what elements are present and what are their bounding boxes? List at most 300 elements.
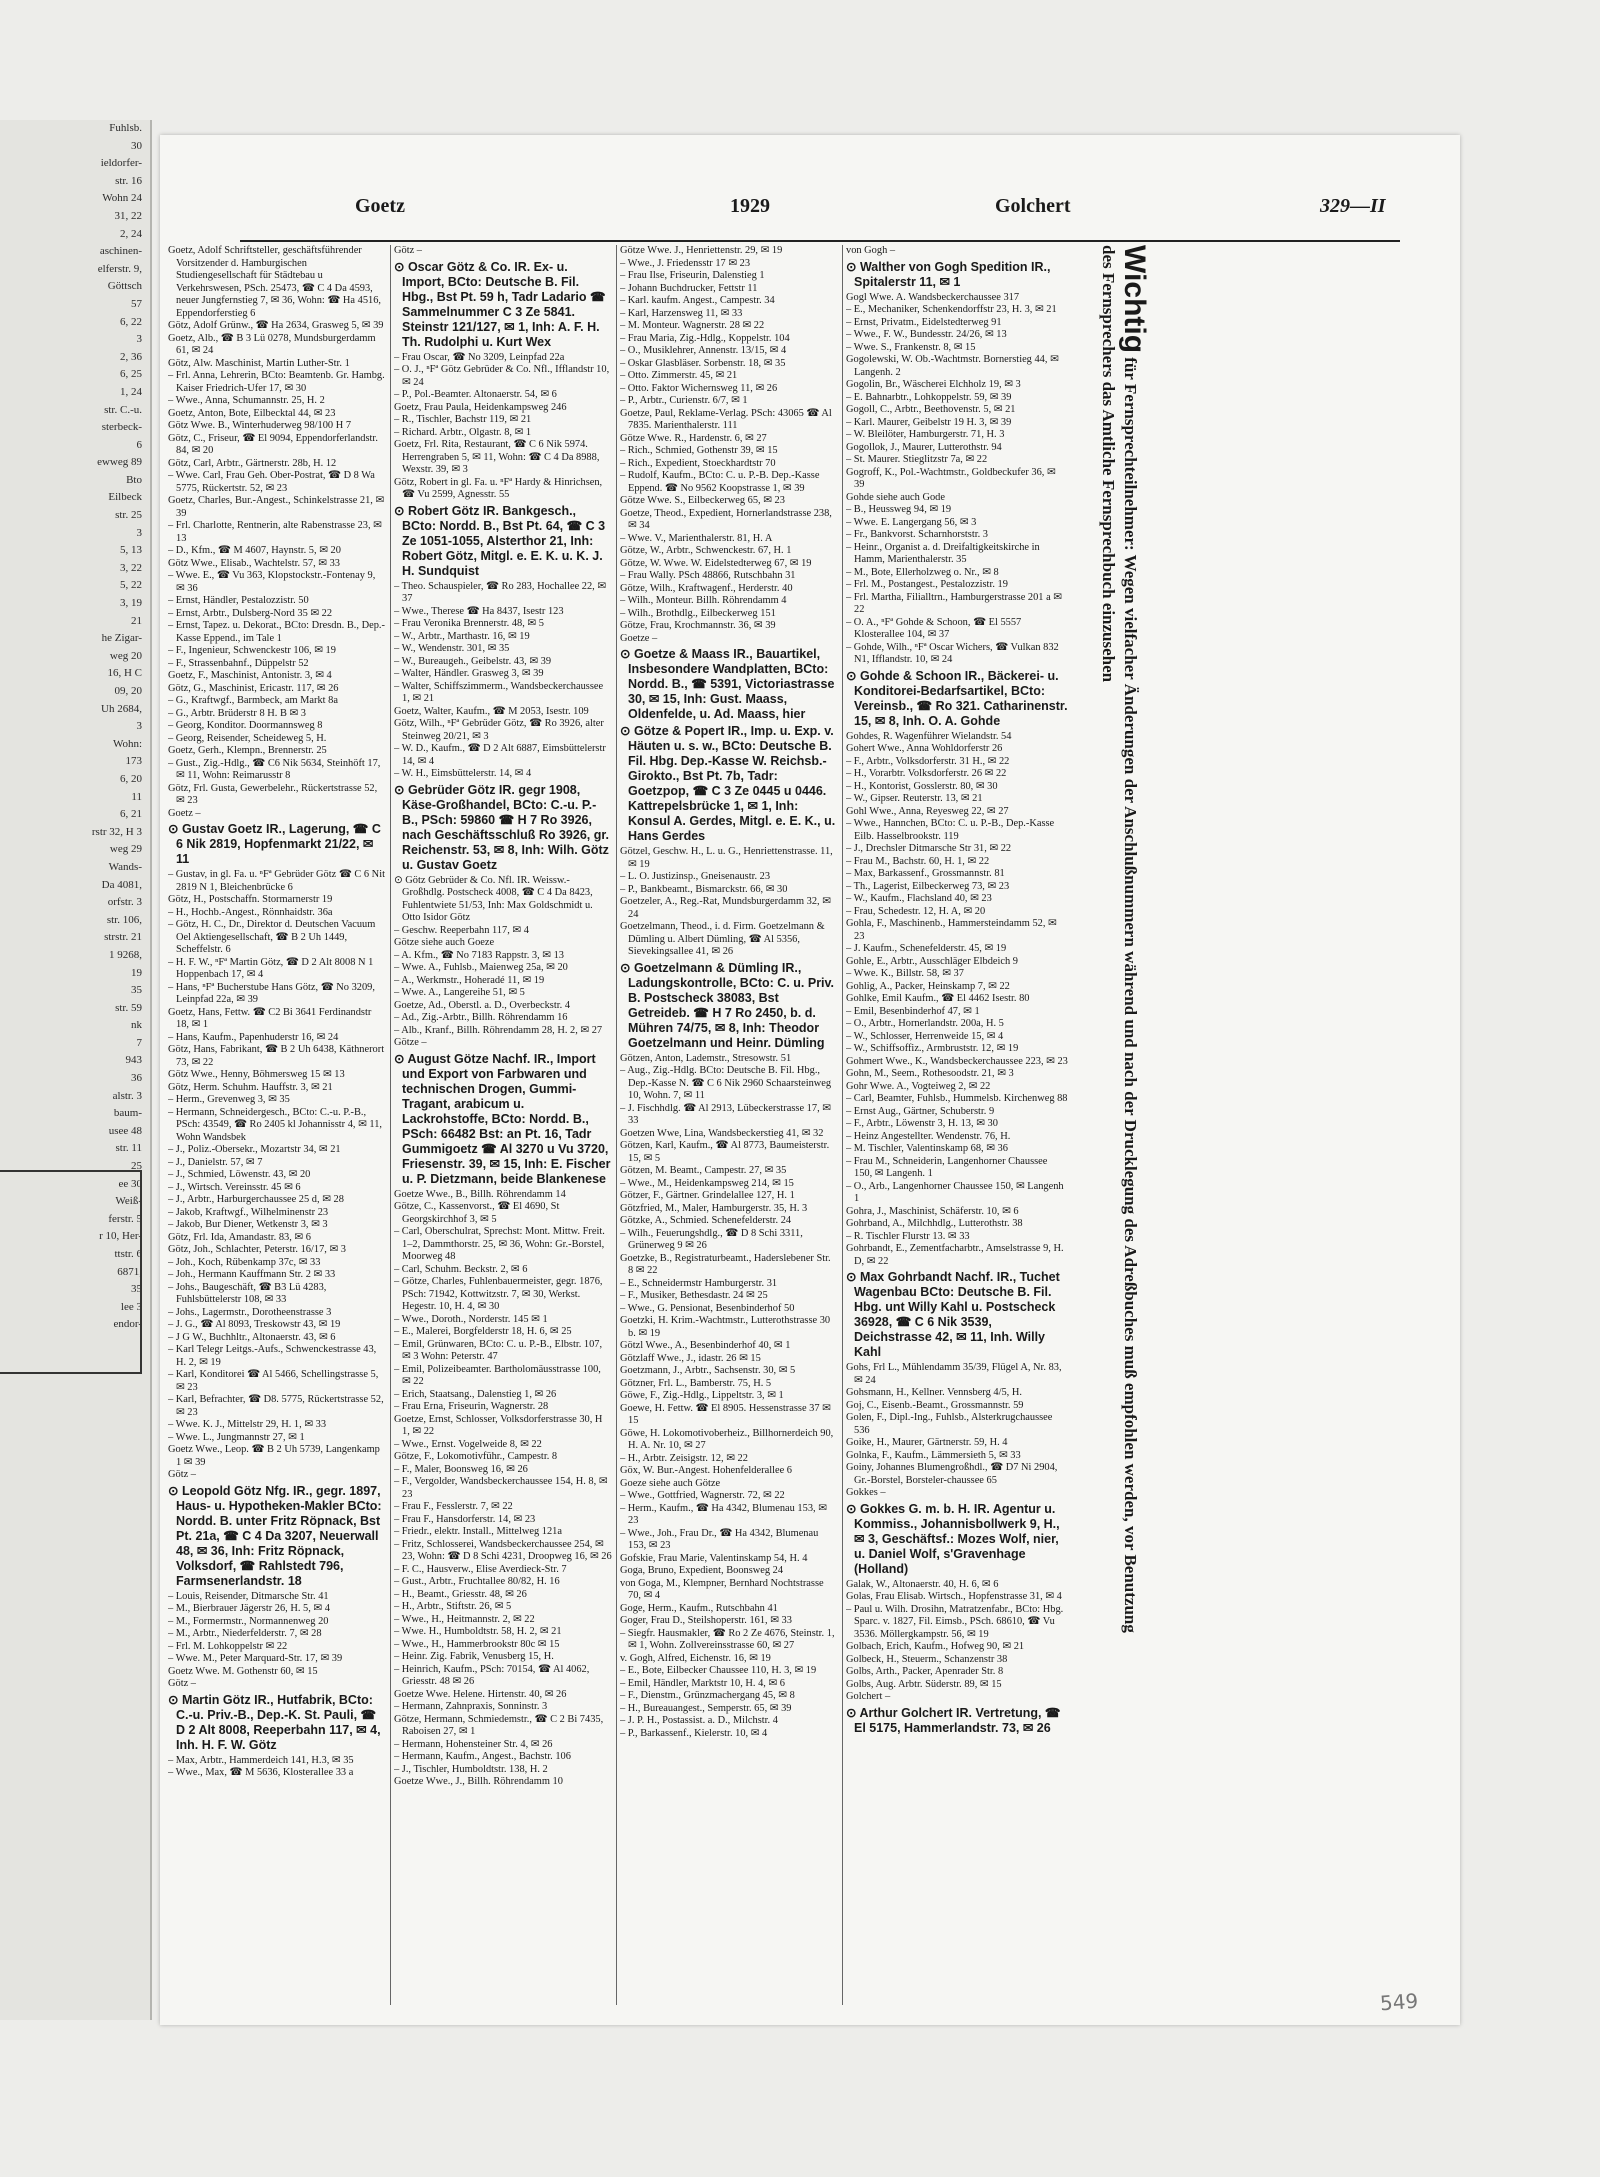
adjacent-page-text: weg 20 <box>109 649 142 662</box>
directory-entry: – Gust., Arbtr., Fruchtallee 80/82, H. 16 <box>394 1576 560 1587</box>
directory-entry: Golbach, Erich, Kaufm., Hofweg 90, ✉ 21 <box>846 1641 1025 1652</box>
directory-entry: Goike, H., Maurer, Gärtnerstr. 59, H. 4 <box>846 1437 1008 1448</box>
directory-entry: – Wwe. V., Marienthalerstr. 81, H. A <box>620 532 773 544</box>
directory-entry: Gohmert Wwe., K., Wandsbeckerchaussee 223, ✉ 23 <box>846 1055 1068 1067</box>
adjacent-page-text: nk <box>131 1019 142 1032</box>
directory-entry: – Wwe., F. W., Bundesstr. 24/26, ✉ 13 <box>846 329 1007 340</box>
directory-entry: Gohrband, A., Milchhdlg., Lutterothstr. 38 <box>846 1218 1023 1229</box>
directory-entry: Goetz, Walter, Kaufm., ☎ M 2053, Isestr. 109 <box>394 705 589 717</box>
directory-entry: – Ernst, Arbtr., Dulsberg-Nord 35 ✉ 22 <box>168 607 333 619</box>
directory-entry: Götz, Wilh., ⁿFª Gebrüder Götz, ☎ Ro 3926, alter Steinweg 20/21, ✉ 3 <box>394 718 604 742</box>
adjacent-page-text: 5, 13 <box>120 544 142 557</box>
directory-entry: Goetze Wwe. Helene. Hirtenstr. 40, ✉ 26 <box>394 1688 567 1700</box>
adjacent-page-text: Weiß- <box>115 1195 142 1208</box>
directory-entry: Golnka, F., Kaufm., Lämmersieth 5, ✉ 33 <box>846 1449 1021 1461</box>
directory-entry: – Hans, ⁿFª Bucherstube Hans Götz, ☎ No 3209, Leinpfad 22a, ✉ 39 <box>168 981 375 1005</box>
adjacent-page-text: lee 3 <box>120 1300 142 1313</box>
directory-entry: von Goga, M., Klempner, Bernhard Nochtstrasse 70, ✉ 4 <box>620 1577 824 1601</box>
directory-entry: – A., Werkmstr., Hoheradé 11, ✉ 19 <box>394 974 545 986</box>
directory-entry: Götz – <box>168 1678 196 1689</box>
adjacent-page-text: 3 <box>136 526 142 539</box>
directory-entry: – Hans, Kaufm., Papenhuderstr 16, ✉ 24 <box>168 1031 339 1043</box>
directory-entry: – J., Wirtsch. Vereinsstr. 45 ✉ 6 <box>168 1181 301 1193</box>
directory-entry: – J., Tischler, Humboldtstr. 138, H. 2 <box>394 1763 548 1775</box>
directory-entry: – J., Danielstr. 57, ✉ 7 <box>168 1156 263 1168</box>
directory-entry: – Wwe., Max, ☎ M 5636, Klosterallee 33 a <box>168 1767 354 1778</box>
adjacent-page-text: orfstr. 3 <box>107 896 142 909</box>
directory-entry: – Frl. Martha, Filialltrn., Hamburgerstrasse 201 a ✉ 22 <box>846 591 1063 615</box>
directory-entry: Götz, Joh., Schlachter, Peterstr. 16/17, ✉ 3 <box>168 1244 346 1255</box>
directory-entry: – Wwe., G. Pensionat, Besenbinderhof 50 <box>620 1302 795 1314</box>
directory-entry: – Wwe. A., Fuhlsb., Maienweg 25a, ✉ 20 <box>394 962 568 973</box>
directory-entry: – Wwe., Joh., Frau Dr., ☎ Ha 4342, Blumenau 153, ✉ 23 <box>620 1527 819 1551</box>
directory-entry: – Karl. kaufm. Angest., Campestr. 34 <box>620 295 775 306</box>
adjacent-page-text: Fuhlsb. <box>109 122 142 134</box>
directory-entry: – W., Kaufm., Flachsland 40, ✉ 23 <box>846 893 992 904</box>
directory-entry: – Otto. Zimmerstr. 45, ✉ 21 <box>620 370 738 381</box>
directory-entry: – Rich., Expedient, Stoeckhardtstr 70 <box>620 457 776 469</box>
directory-entry: – F., Maler, Boonsweg 16, ✉ 26 <box>394 1463 528 1475</box>
directory-entry: – Heinrich, Kaufm., PSch: 70154, ☎ Al 4062, Griesstr. 48 ✉ 26 <box>394 1663 590 1687</box>
directory-entry: Gogroff, K., Pol.-Wachtmstr., Goldbeckufer 36, ✉ 39 <box>846 466 1056 490</box>
directory-entry: – Wwe. E. Langergang 56, ✉ 3 <box>846 516 977 528</box>
directory-entry: – H., Beamt., Griesstr. 48, ✉ 26 <box>394 1588 527 1600</box>
directory-entry: – J., Schmied, Löwenstr. 43, ✉ 20 <box>168 1169 311 1180</box>
directory-entry: – Hermann, Zahnpraxis, Sonninstr. 3 <box>394 1701 548 1712</box>
directory-entry: – Frau M., Schneiderin, Langenhorner Chaussee 150, ✉ Langenh. 1 <box>846 1155 1048 1179</box>
directory-entry: – Karl Telegr Leitgs.-Aufs., Schwenckestrasse 43, H. 2, ✉ 19 <box>168 1344 377 1368</box>
adjacent-page-text: Da 4081, <box>101 878 142 891</box>
adjacent-page-text: 21 <box>131 614 142 627</box>
directory-entry: Gohr Wwe. A., Vogteiweg 2, ✉ 22 <box>846 1080 991 1092</box>
directory-entry: – Karl. Maurer, Geibelstr 19 H. 3, ✉ 39 <box>846 416 1012 428</box>
column-3 <box>620 245 838 2005</box>
header-right-keyword: Golchert <box>995 195 1071 217</box>
directory-entry: Götz Wwe., Henny, Böhmersweg 15 ✉ 13 <box>168 1069 345 1080</box>
directory-entry: Götze Wwe. R., Hardenstr. 6, ✉ 27 <box>620 432 767 444</box>
adjacent-page-text: weg 29 <box>109 843 142 856</box>
directory-entry: Goiny, Johannes Blumengroßhdl., ☎ D7 Ni 2904, Gr.-Borstel, Borsteler-chaussee 65 <box>846 1462 1058 1486</box>
directory-entry: Goetz, F., Maschinist, Antonistr. 3, ✉ 4 <box>168 670 332 681</box>
adjacent-page-text: str. 16 <box>115 174 142 187</box>
directory-entry: Goga, Bruno, Expedient, Boonsweg 24 <box>620 1565 784 1576</box>
adjacent-page-text: Wohn 24 <box>102 192 142 205</box>
adjacent-page-text: endor- <box>113 1318 142 1331</box>
directory-entry: – J. Fischhdlg. ☎ Al 2913, Lübeckerstrasse 17, ✉ 33 <box>620 1102 831 1126</box>
directory-entry: – Heinr., Organist a. d. Dreifaltigkeitskirche in Hamm, Marienthalerstr. 35 <box>846 541 1040 565</box>
column-4 <box>846 245 1068 2005</box>
directory-entry: – F., Ingenieur, Schwenckestr 106, ✉ 19 <box>168 645 336 656</box>
firm-listing: ⊙ Max Gohrbandt Nachf. IR., Tuchet Wagenbau BCto: Deutsche B. Fil. Hbg. unt Willy Kahl u. Postscheck 36928, ☎ C 6 Nik 3539, Deichstrasse 42, ✉ 11, Inh. Willy Kahl <box>846 1270 1060 1359</box>
directory-entry: Götz, Carl, Arbtr., Gärtnerstr. 28b, H. 12 <box>168 457 337 469</box>
adjacent-page-text: str. C.-u. <box>104 403 142 416</box>
directory-entry: Götzl Wwe., A., Besenbinderhof 40, ✉ 1 <box>620 1340 791 1351</box>
directory-entry: – Georg, Reisender, Scheideweg 5, H. <box>168 732 327 744</box>
directory-entry: – Carl, Beamter, Fuhlsb., Hummelsb. Kirchenweg 88 <box>846 1093 1068 1104</box>
adjacent-page-text: 36 <box>131 1072 142 1085</box>
adjacent-page-text: Bto <box>126 473 142 486</box>
directory-entry: – H., Arbtr., Stiftstr. 26, ✉ 5 <box>394 1601 512 1612</box>
directory-entry: – Erich, Staatsang., Dalenstieg 1, ✉ 26 <box>394 1388 557 1400</box>
directory-entry: – Heinz Angestellter. Wendenstr. 76, H. <box>846 1130 1011 1142</box>
directory-entry: Götze, W. Wwe. W. Eidelstedterweg 67, ✉ 19 <box>620 557 812 569</box>
directory-entry: – Wwe., H., Hammerbrookstr 80c ✉ 15 <box>394 1638 560 1650</box>
adjacent-page-text: 6, 21 <box>120 808 142 821</box>
directory-entry: Götze Wwe. J., Henriettenstr. 29, ✉ 19 <box>620 245 783 256</box>
directory-entry: Götze, F., Lokomotivführ., Campestr. 8 <box>394 1451 558 1462</box>
directory-entry: – J., Drechsler Ditmarsche Str 31, ✉ 22 <box>846 843 1012 854</box>
column-divider <box>616 245 617 2005</box>
directory-entry: – Frl. Anna, Lehrerin, BCto: Beamtenb. Gr. Hambg. Kaiser Friedrich-Ufer 17, ✉ 30 <box>168 370 385 394</box>
adjacent-page-text: 25 <box>131 1160 142 1173</box>
directory-entry: Gohle, E., Arbtr., Ausschläger Elbdeich 9 <box>846 955 1018 967</box>
firm-listing: ⊙ Arthur Golchert IR. Vertretung, ☎ El 5175, Hammerlandstr. 73, ✉ 26 <box>846 1705 1061 1735</box>
directory-entry: – Wilh., Monteur. Billh. Röhrendamm 4 <box>620 595 787 606</box>
directory-entry: – Jakob, Kraftwgf., Wilhelminenstr 23 <box>168 1206 329 1218</box>
directory-entry: Götz, Frl. Gusta, Gewerbelehr., Rückertstrasse 52, ✉ 23 <box>168 782 378 806</box>
directory-entry: – Wwe. S., Frankenstr. 8, ✉ 15 <box>846 341 976 353</box>
directory-entry: – St. Maurer. Stieglitzstr 7a, ✉ 22 <box>846 454 988 465</box>
directory-entry: Göwe, F., Zig.-Hdlg., Lippeltstr. 3, ✉ 1 <box>620 1390 784 1401</box>
directory-entry: – P., Pol.-Beamter. Altonaerstr. 54, ✉ 6 <box>394 389 557 400</box>
directory-entry: Goetze, Theod., Expedient, Hornerlandstrasse 238, ✉ 34 <box>620 507 832 531</box>
adjacent-page-text: 1 9268, <box>109 948 142 961</box>
directory-entry: – Walter, Händler. Grasweg 3, ✉ 39 <box>394 668 544 679</box>
adjacent-page-text: 09, 20 <box>114 685 142 697</box>
directory-entry: – F., Arbtr., Volksdorferstr. 31 H., ✉ 22 <box>846 755 1010 767</box>
directory-entry: – Louis, Reisender, Ditmarsche Str. 41 <box>168 1590 329 1602</box>
directory-entry: – Frl. M., Postangest., Pestalozzistr. 19 <box>846 579 1008 590</box>
directory-entry: – Wwe., Ernst. Vogelweide 8, ✉ 22 <box>394 1438 542 1450</box>
directory-entry: – Wwe., Hannchen, BCto: C. u. P.-B., Dep.-Kasse Eilb. Hasselbrookstr. 119 <box>846 818 1055 842</box>
directory-entry: Götz, Adolf Grünw., ☎ Ha 2634, Grasweg 5, ✉ 39 <box>168 320 384 331</box>
directory-entry: – Max, Barkassenf., Grossmannstr. 81 <box>846 868 1005 879</box>
directory-entry: – Johs., Lagermstr., Dorotheenstrasse 3 <box>168 1306 332 1318</box>
directory-entry: Goetz, Frau Paula, Heidenkampsweg 246 <box>394 401 567 413</box>
directory-entry: – R. Tischler Flurstr 13. ✉ 33 <box>846 1230 970 1242</box>
directory-entry: – M., Arbtr., Niederfelderstr. 7, ✉ 28 <box>168 1628 322 1639</box>
adjacent-page-text: 3, 22 <box>120 561 142 574</box>
directory-entry: – Ernst, Händler, Pestalozzistr. 50 <box>168 595 309 606</box>
directory-entry: – F., Vergolder, Wandsbeckerchaussee 154, H. 8, ✉ 23 <box>394 1476 608 1500</box>
directory-entry: – Frau Maria, Zig.-Hdlg., Koppelstr. 104 <box>620 332 790 344</box>
adjacent-page-text: 2, 36 <box>120 350 142 363</box>
directory-entry: – Gohde, Wilh., ⁿFª Oscar Wichers, ☎ Vulkan 832 N1, Ifflandstr. 10, ✉ 24 <box>846 641 1059 665</box>
directory-entry: – Wwe., H., Heitmannstr. 2, ✉ 22 <box>394 1613 535 1625</box>
firm-listing: ⊙ August Götze Nachf. IR., Import und Export von Farbwaren und technischen Drogen, Gummi-Tragant, arabicum u. Lackrohstoffe, BCto: Nordd. B., PSch: 66482 Bst: an Pt. 16, Tadr Gummigoetz ☎ Al 3270 u Vu 3720, Friesenstr. 39, ✉ 15, Inh: E. Fischer u. P. Dietzmann, beide Blankenese <box>394 1051 611 1186</box>
directory-entry: – E. Bahnarbtr., Lohkoppelstr. 59, ✉ 39 <box>846 391 1012 403</box>
directory-entry: Goetz – <box>168 807 201 819</box>
directory-entry: Gohlke, Emil Kaufm., ☎ El 4462 Isestr. 80 <box>846 993 1030 1004</box>
directory-entry: Gokkes – <box>846 1487 886 1498</box>
adjacent-page-text: 6871, <box>117 1265 142 1278</box>
directory-entry: von Gogh – <box>846 245 896 256</box>
directory-entry: – Wwe. A., Langereihe 51, ✉ 5 <box>394 987 525 998</box>
adjacent-page-text: Wands- <box>108 860 142 873</box>
directory-entry: Götz, H., Postschaffn. Stormarnerstr 19 <box>168 894 333 905</box>
directory-entry: – Rudolf, Kaufm., BCto: C. u. P.-B. Dep.-Kasse Eppend. ☎ No 9562 Koopstrasse 1, ✉ 39 <box>620 470 820 494</box>
directory-entry: Götzner, Frl. L., Bamberstr. 75, H. 5 <box>620 1377 772 1389</box>
adjacent-page-text: Uh 2684, <box>101 702 142 715</box>
directory-entry: Goetz, Charles, Bur.-Angest., Schinkelstrasse 21, ✉ 39 <box>168 495 385 519</box>
handwritten-page-number: 549 <box>1379 1988 1419 2016</box>
directory-entry: – Johs., Baugeschäft, ☎ B3 Lü 4283, Fuhlsbüttelerstr 108, ✉ 33 <box>168 1281 327 1305</box>
directory-entry: – Ernst, Privatm., Eidelstedterweg 91 <box>846 316 1002 328</box>
directory-entry: Götzlaff Wwe., J., idastr. 26 ✉ 15 <box>620 1352 761 1364</box>
directory-entry: – Fr., Bankvorst. Scharnhorststr. 3 <box>846 529 989 540</box>
directory-entry: Götz, C., Friseur, ☎ El 9094, Eppendorferlandstr. 84, ✉ 20 <box>168 432 378 456</box>
directory-entry: – M. Tischler, Valentinskamp 68, ✉ 36 <box>846 1143 1008 1154</box>
directory-entry: Goetzen Wwe, Lina, Wandsbeckerstieg 41, ✉ 32 <box>620 1127 824 1139</box>
firm-listing: ⊙ Götze & Popert IR., Imp. u. Exp. v. Häuten u. s. w., BCto: Deutsche B. Fil. Hbg. Dep.-Kasse W. Reichsb.-Girokto., Bst Pt. 7b, Tadr: Goetzpop, ☎ C 3 Ze 0445 u 0446. Kattrepelsbrücke 1, ✉ 1, Inh: Konsul A. Gerdes, Mitgl. e. E. K., u. Hans Gerdes <box>620 724 836 843</box>
directory-entry: – H., Arbtr. Zeisigstr. 12, ✉ 22 <box>620 1452 748 1464</box>
directory-entry: Götz, Frl. Ida, Amandastr. 83, ✉ 6 <box>168 1231 311 1243</box>
directory-entry: Gohdes, R. Wagenführer Wielandstr. 54 <box>846 730 1012 742</box>
directory-entry: Gohra, J., Maschinist, Schäferstr. 10, ✉ 6 <box>846 1205 1019 1217</box>
directory-entry: Götz, G., Maschinist, Ericastr. 117, ✉ 26 <box>168 682 339 694</box>
directory-entry: – Herm., Grevenweg 3, ✉ 35 <box>168 1094 290 1105</box>
column-divider <box>842 245 843 2005</box>
directory-entry: – Frau Ilse, Friseurin, Dalenstieg 1 <box>620 270 765 281</box>
firm-listing: ⊙ Gokkes G. m. b. H. IR. Agentur u. Kommiss., Johannisbollwerk 9, H., ✉ 3, Geschäftsf.: Mozes Wolf, nier, u. Daniel Wolf, s'Gravenhage (Holland) <box>846 1501 1060 1576</box>
directory-entry: Gohlig, A., Packer, Heinskamp 7, ✉ 22 <box>846 980 1010 992</box>
directory-entry: Götz – <box>394 245 422 256</box>
directory-entry: – Geschw. Reeperbahn 117, ✉ 4 <box>394 924 529 936</box>
directory-entry: – P., Arbtr., Curienstr. 6/7, ✉ 1 <box>620 395 748 406</box>
directory-entry: – Th., Lagerist, Eilbeckerweg 73, ✉ 23 <box>846 880 1010 892</box>
directory-entry: – Oskar Glasbläser. Sorbenstr. 18, ✉ 35 <box>620 357 786 369</box>
directory-entry: – A. Kfm., ☎ No 7183 Rappstr. 3, ✉ 13 <box>394 949 565 961</box>
adjacent-page-text: Göttsch <box>107 280 142 293</box>
directory-entry: – Theo. Schauspieler, ☎ Ro 283, Hochallee 22, ✉ 37 <box>394 580 607 604</box>
directory-entry: – Wwe., Anna, Schumannstr. 25, H. 2 <box>168 395 325 406</box>
directory-entry: – J. Kaufm., Schenefelderstr. 45, ✉ 19 <box>846 943 1007 954</box>
directory-entry: – Rich., Schmied, Gothenstr 39, ✉ 15 <box>620 445 778 456</box>
directory-entry: Gogoll, C., Arbtr., Beethovenstr. 5, ✉ 21 <box>846 404 1016 415</box>
directory-entry: Götz Wwe., Elisab., Wachtelstr. 57, ✉ 33 <box>168 557 340 569</box>
directory-entry: – Götze, Charles, Fuhlenbauermeister, gegr. 1876, PSch: 71942, Kottwitzstr. 7, ✉ 30, Werkst. Hegestr. 10, H. 4, ✉ 30 <box>394 1276 603 1312</box>
directory-entry: Götze Wwe. S., Eilbeckerweg 65, ✉ 23 <box>620 495 785 506</box>
directory-entry: Götze, C., Kassenvorst., ☎ El 4690, St Georgskirchhof 3, ✉ 5 <box>394 1201 560 1225</box>
directory-entry: – L. O. Justizinsp., Gneisenaustr. 23 <box>620 871 771 882</box>
adjacent-page-text: ttstr. 6 <box>114 1248 142 1260</box>
directory-entry: Goetz Wwe. M. Gothenstr 60, ✉ 15 <box>168 1665 318 1677</box>
column-divider <box>390 245 391 2005</box>
directory-entry: – E., Mechaniker, Schenkendorffstr 23, H. 3, ✉ 21 <box>846 304 1057 315</box>
adjacent-page-text: str. 25 <box>115 509 142 522</box>
directory-entry: Gogolewski, W. Ob.-Wachtmstr. Bornerstieg 44, ✉ Langenh. 2 <box>846 354 1059 378</box>
directory-entry: – P., Barkassenf., Kielerstr. 10, ✉ 4 <box>620 1727 768 1739</box>
directory-entry: Goetze, Paul, Reklame-Verlag. PSch: 43065 ☎ Al 7835. Marienthalerstr. 111 <box>620 407 832 431</box>
adjacent-page-text: ferstr. 5 <box>108 1212 142 1225</box>
adjacent-page-text: str. 106, <box>106 913 142 926</box>
directory-entry: Golas, Frau Elisab. Wirtsch., Hopfenstrasse 31, ✉ 4 <box>846 1591 1062 1602</box>
directory-entry: Goetzki, H. Krim.-Wachtmstr., Lutterothstrasse 30 b. ✉ 19 <box>620 1315 831 1339</box>
directory-entry: Götzen, Karl, Kaufm., ☎ Al 8773, Baumeisterstr. 15, ✉ 5 <box>620 1140 830 1164</box>
directory-entry: – Aug., Zig.-Hdlg. BCto: Deutsche B. Fil. Hbg., Dep.-Kasse N. ☎ C 6 Nik 2960 Schaarsteinweg 10, Wohn. 7, ✉ 11 <box>620 1065 832 1101</box>
directory-entry: – Wwe., J. Friedensstr 17 ✉ 23 <box>620 257 751 269</box>
adjacent-page-text: 1, 24 <box>120 385 142 398</box>
directory-entry: – Wwe. K., Billstr. 58, ✉ 37 <box>846 968 964 979</box>
directory-entry: Golbeck, H., Steuerm., Schanzenstr 38 <box>846 1653 1008 1665</box>
directory-entry: – Emil, Polizeibeamter. Bartholomäusstrasse 100, ✉ 22 <box>394 1363 601 1387</box>
directory-entry: – H., Kontorist, Gosslerstr. 80, ✉ 30 <box>846 780 998 792</box>
adjacent-page-text: aschinen- <box>99 245 142 258</box>
directory-entry: Götz – <box>168 1469 196 1480</box>
directory-entry: – Wwe., Doroth., Norderstr. 145 ✉ 1 <box>394 1313 548 1325</box>
directory-entry: – W., Schlosser, Herrenweide 15, ✉ 4 <box>846 1030 1004 1042</box>
adjacent-page-text: 19 <box>131 966 142 979</box>
directory-entry: – Wilh., Feuerungshdlg., ☎ D 8 Schi 3311, Grünerweg 9 ✉ 26 <box>620 1227 803 1251</box>
firm-listing: ⊙ Goetze & Maass IR., Bauartikel, Insbesondere Wandplatten, BCto: Nordd. B., ☎ 5391, Victoriastrasse 30, ✉ 15, Inh: Gust. Maass, Oldenfelde, u. Ad. Maass, hier <box>620 647 835 721</box>
adjacent-page-text: 3, 19 <box>120 597 142 610</box>
directory-entry: Goetzeler, A., Reg.-Rat, Mundsburgerdamm 32, ✉ 24 <box>620 896 831 920</box>
directory-entry: – Wilh., Brothdlg., Eilbeckerweg 151 <box>620 607 776 619</box>
directory-entry: – Frau M., Bachstr. 60, H. 1, ✉ 22 <box>846 855 990 867</box>
directory-entry: – O., Musiklehrer, Annenstr. 13/15, ✉ 4 <box>620 345 787 356</box>
directory-entry: – M., Bote, Ellerholzweg o. Nr., ✉ 8 <box>846 566 999 578</box>
adjacent-page-text: 6 <box>136 438 142 451</box>
adjacent-page-fragment <box>0 120 152 2020</box>
directory-entry: Gohsmann, H., Kellner. Vennsberg 4/5, H. <box>846 1387 1022 1398</box>
directory-entry: Goetze Wwe., J., Billh. Röhrendamm 10 <box>394 1776 563 1787</box>
directory-entry: – Wwe. M., Peter Marquard-Str. 17, ✉ 39 <box>168 1653 343 1664</box>
adjacent-page-text: rstr 32, H 3 <box>91 825 142 838</box>
directory-entry: – Karl, Befrachter, ☎ D8. 5775, Rückertstrasse 52, ✉ 23 <box>168 1394 384 1418</box>
directory-entry: Gofskie, Frau Marie, Valentinskamp 54, H. 4 <box>620 1552 808 1564</box>
directory-entry: Goeze siehe auch Götze <box>620 1477 721 1489</box>
directory-entry: – F. C., Hausverw., Elise Averdieck-Str. 7 <box>394 1563 567 1575</box>
directory-entry: – O. J., ⁿFª Götz Gebrüder & Co. Nfl., Ifflandstr 10, ✉ 24 <box>394 364 610 388</box>
directory-entry: Götzel, Geschw. H., L. u. G., Henriettenstrasse. 11, ✉ 19 <box>620 846 833 870</box>
adjacent-page-text: baum- <box>113 1107 142 1120</box>
directory-entry: Götz, Robert in gl. Fa. u. ⁿFª Hardy & Hinrichsen, ☎ Vu 2599, Agnesstr. 55 <box>394 476 603 500</box>
adjacent-page-text: str. 11 <box>115 1142 142 1155</box>
firm-listing: ⊙ Walther von Gogh Spedition IR., Spitalerstr 11, ✉ 1 <box>846 259 1051 289</box>
directory-entry: – Heinr. Zig. Fabrik, Venusberg 15, H. <box>394 1651 554 1662</box>
column-2 <box>394 245 612 2005</box>
directory-entry: Goewe, H. Fettw. ☎ El 8905. Hessenstrasse 37 ✉ 15 <box>620 1402 831 1426</box>
notice-text: für Fernsprechteilnehmer: Wegen vielfacher Änderungen der Anschlußnummern während und nach der Drucklegung des Adreßbuches muß empfohlen werden, vor Benutzung des Fernsprechers das Amtliche Fernsprechbuch einzusehen <box>1099 245 1140 1633</box>
directory-entry: – Wwe. Carl, Frau Geh. Ober-Postrat, ☎ D 8 Wa 5775, Rückertstr. 52, ✉ 23 <box>168 470 375 494</box>
adjacent-page-text: 7 <box>136 1036 142 1049</box>
directory-entry: – E., Bote, Eilbecker Chaussee 110, H. 3, ✉ 19 <box>620 1665 817 1676</box>
directory-entry: ⊙ Götz Gebrüder & Co. Nfl. IR. Weissw.-Großhdlg. Postscheck 4008, ☎ C 4 Da 8423, Fuhlentwiete 51/53, Inh: Max Goldschmidt u. Otto Isidor Götz <box>394 874 593 923</box>
directory-entry: Götze, W., Arbtr., Schwenckestr. 67, H. 1 <box>620 545 792 556</box>
directory-entry: Götz, Hans, Fabrikant, ☎ B 2 Uh 6438, Käthnerort 73, ✉ 22 <box>168 1044 385 1068</box>
header-rule <box>240 240 1400 242</box>
directory-entry: – Emil, Händler, Marktstr 10, H. 4, ✉ 6 <box>620 1677 785 1689</box>
adjacent-page-text: 6, 25 <box>120 368 142 381</box>
directory-entry: Göx, W. Bur.-Angest. Hohenfelderallee 6 <box>620 1465 792 1476</box>
directory-entry: – Georg, Konditor. Doormannsweg 8 <box>168 720 323 731</box>
directory-entry: Götzen, M. Beamt., Campestr. 27, ✉ 35 <box>620 1165 787 1176</box>
page-number: 329—II <box>1320 195 1386 217</box>
directory-entry: – J., Poliz.-Obersekr., Mozartstr 34, ✉ 21 <box>168 1144 341 1155</box>
adjacent-page-text: usee 48 <box>108 1124 142 1137</box>
adjacent-page-text: 3 <box>136 720 142 733</box>
adjacent-page-text: 11 <box>131 790 142 803</box>
directory-entry: – Frau F., Fesslerstr. 7, ✉ 22 <box>394 1501 513 1512</box>
directory-entry: Gohs, Frl L., Mühlendamm 35/39, Flügel A, Nr. 83, ✉ 24 <box>846 1362 1062 1386</box>
directory-entry: – Frl. M. Lohkoppelstr ✉ 22 <box>168 1640 288 1652</box>
directory-entry: – O., Arb., Langenhorner Chaussee 150, ✉ Langenh 1 <box>846 1180 1064 1204</box>
directory-entry: – Wwe. H., Humboldtstr. 58, H. 2, ✉ 21 <box>394 1626 562 1637</box>
directory-entry: Gogolin, Br., Wäscherei Elchholz 19, ✉ 3 <box>846 379 1021 390</box>
directory-entry: Gohrbandt, E., Zementfacharbtr., Amselstrasse 9, H. D, ✉ 22 <box>846 1243 1064 1267</box>
directory-entry: – Emil, Grünwaren, BCto: C. u. P.-B., Elbstr. 107, ✉ 3 Wohn: Peterstr. 47 <box>394 1338 603 1362</box>
directory-entry: – W., Arbtr., Marthastr. 16, ✉ 19 <box>394 630 530 642</box>
adjacent-page-text: 2, 24 <box>120 227 142 240</box>
directory-entry: – Ad., Zig.-Arbtr., Billh. Röhrendamm 16 <box>394 1012 568 1023</box>
directory-entry: – G., Kraftwgf., Barmbeck, am Markt 8a <box>168 695 338 706</box>
adjacent-page-text: ewweg 89 <box>97 456 142 469</box>
adjacent-page-text: 31, 22 <box>114 209 142 222</box>
directory-entry: – Otto. Faktor Wichernsweg 11, ✉ 26 <box>620 382 778 394</box>
directory-entry: – J. P. H., Postassist. a. D., Milchstr. 4 <box>620 1715 778 1726</box>
directory-entry: – Johann Buchdrucker, Fettstr 11 <box>620 282 758 294</box>
adjacent-page-text: 3 <box>136 333 142 346</box>
directory-entry: – Alb., Kranf., Billh. Röhrendamm 28, H. 2, ✉ 27 <box>394 1024 603 1036</box>
directory-entry: Golen, F., Dipl.-Ing., Fuhlsb., Alsterkrugchaussee 536 <box>846 1412 1053 1436</box>
adjacent-page-text: 57 <box>131 297 142 310</box>
adjacent-page-text: 30 <box>131 139 142 152</box>
directory-entry: – H., Hochb.-Angest., Rönnhaidstr. 36a <box>168 906 333 918</box>
directory-entry: – Frau Wally. PSch 48866, Rutschbahn 31 <box>620 570 796 581</box>
directory-entry: – Frau, Schedestr. 12, H. A, ✉ 20 <box>846 905 986 917</box>
firm-listing: ⊙ Gohde & Schoon IR., Bäckerei- u. Konditorei-Bedarfsartikel, BCto: Vereinsb., ☎ Ro 321. Catharinenstr. 15, ✉ 8, Inh. O. A. Gohde <box>846 668 1068 728</box>
directory-entry: – Frau Erna, Friseurin, Wagnerstr. 28 <box>394 1401 549 1412</box>
adjacent-page-text: str. 59 <box>115 1001 142 1014</box>
adjacent-page-text: sterbeck- <box>101 421 142 434</box>
directory-entry: – Hermann, Kaufm., Angest., Bachstr. 106 <box>394 1751 571 1762</box>
adjacent-page-text: 16, H C <box>107 667 142 680</box>
directory-entry: – P., Bankbeamt., Bismarckstr. 66, ✉ 30 <box>620 883 788 895</box>
directory-entry: Goetz, Frl. Rita, Restaurant, ☎ C 6 Nik 5974. Herrengraben 5, ✉ 11, Wohn: ☎ C 4 Da 8988, Wexstr. 39, ✉ 3 <box>394 439 600 475</box>
adjacent-page-text: ee 30 <box>118 1177 142 1190</box>
directory-entry: – E., Malerei, Borgfelderstr 18, H. 6, ✉ 25 <box>394 1326 572 1337</box>
directory-entry: – F., Arbtr., Löwenstr 3, H. 13, ✉ 30 <box>846 1118 998 1129</box>
directory-entry: Goetz, Alb., ☎ B 3 Lü 0278, Mundsburgerdamm 61, ✉ 24 <box>168 332 376 356</box>
adjacent-page-text: alstr. 3 <box>112 1089 142 1102</box>
directory-entry: Goetzmann, J., Arbtr., Sachsenstr. 30, ✉ 5 <box>620 1365 796 1376</box>
firm-listing: ⊙ Leopold Götz Nfg. IR., gegr. 1897, Haus- u. Hypotheken-Makler BCto: Nordd. B. unter Fritz Röpnack, Bst Pt. 21a, ☎ C 4 Da 3207, Neuerwall 48, ✉ 36, Inh: Fritz Röpnack, Volksdorf, ☎ Rahlstedt 796, Farmsenerlandstr. 18 <box>168 1483 382 1588</box>
firm-listing: ⊙ Gustav Goetz IR., Lagerung, ☎ C 6 Nik 2819, Hopfenmarkt 21/22, ✉ 11 <box>168 822 381 866</box>
directory-entry: – Götz, H. C., Dr., Direktor d. Deutschen Vacuum Oel Aktiengesellschaft, ☎ B 2 Uh 1449, Scheffelstr. 6 <box>168 919 376 955</box>
adjacent-page-text: 35 <box>131 1283 142 1296</box>
directory-entry: – M., Bierbrauer Jägerstr 26, H. 5, ✉ 4 <box>168 1603 330 1614</box>
directory-entry: – H., Bureauangest., Semperstr. 65, ✉ 39 <box>620 1702 792 1714</box>
header-left-keyword: Goetz <box>355 195 405 217</box>
directory-entry: – Wwe. E., ☎ Vu 363, Klopstockstr.-Fontenay 9, ✉ 36 <box>168 570 376 594</box>
directory-entry: – Hermann, Schneidergesch., BCto: C.-u. P.-B., PSch: 43549, ☎ Ro 2405 kl Johannisstr 4, ✉ 11, Wohn Wandsbek <box>168 1106 382 1143</box>
directory-entry: – Wwe., Gottfried, Wagnerstr. 72, ✉ 22 <box>620 1490 785 1501</box>
directory-entry: Götze siehe auch Goeze <box>394 937 495 948</box>
directory-entry: Götzfried, M., Maler, Hamburgerstr. 35, H. 3 <box>620 1202 808 1214</box>
directory-entry: – Gustav, in gl. Fa. u. ⁿFª Gebrüder Götz ☎ C 6 Nit 2819 N 1, Bleichenbrücke 6 <box>168 869 385 893</box>
directory-entry: Götze – <box>394 1037 427 1048</box>
column-1 <box>168 245 386 2005</box>
directory-entry: Golbs, Aug. Arbtr. Süderstr. 89, ✉ 15 <box>846 1678 1002 1690</box>
directory-entry: – W., Schiffsoffiz., Armbruststr. 12, ✉ 19 <box>846 1043 1019 1054</box>
directory-entry: Götzke, A., Schmied. Schenefelderstr. 24 <box>620 1215 792 1226</box>
directory-entry: – W., Gipser. Reuterstr. 13, ✉ 21 <box>846 793 983 804</box>
adjacent-page-text: 173 <box>125 755 142 768</box>
directory-entry: Götze, Frau, Krochmannstr. 36, ✉ 39 <box>620 620 776 631</box>
directory-entry: Götz, Herm. Schuhm. Hauffstr. 3, ✉ 21 <box>168 1081 333 1093</box>
directory-entry: Götzen, Anton, Lademstr., Stresowstr. 51 <box>620 1052 792 1064</box>
directory-entry: – Emil, Besenbinderhof 47, ✉ 1 <box>846 1005 980 1017</box>
